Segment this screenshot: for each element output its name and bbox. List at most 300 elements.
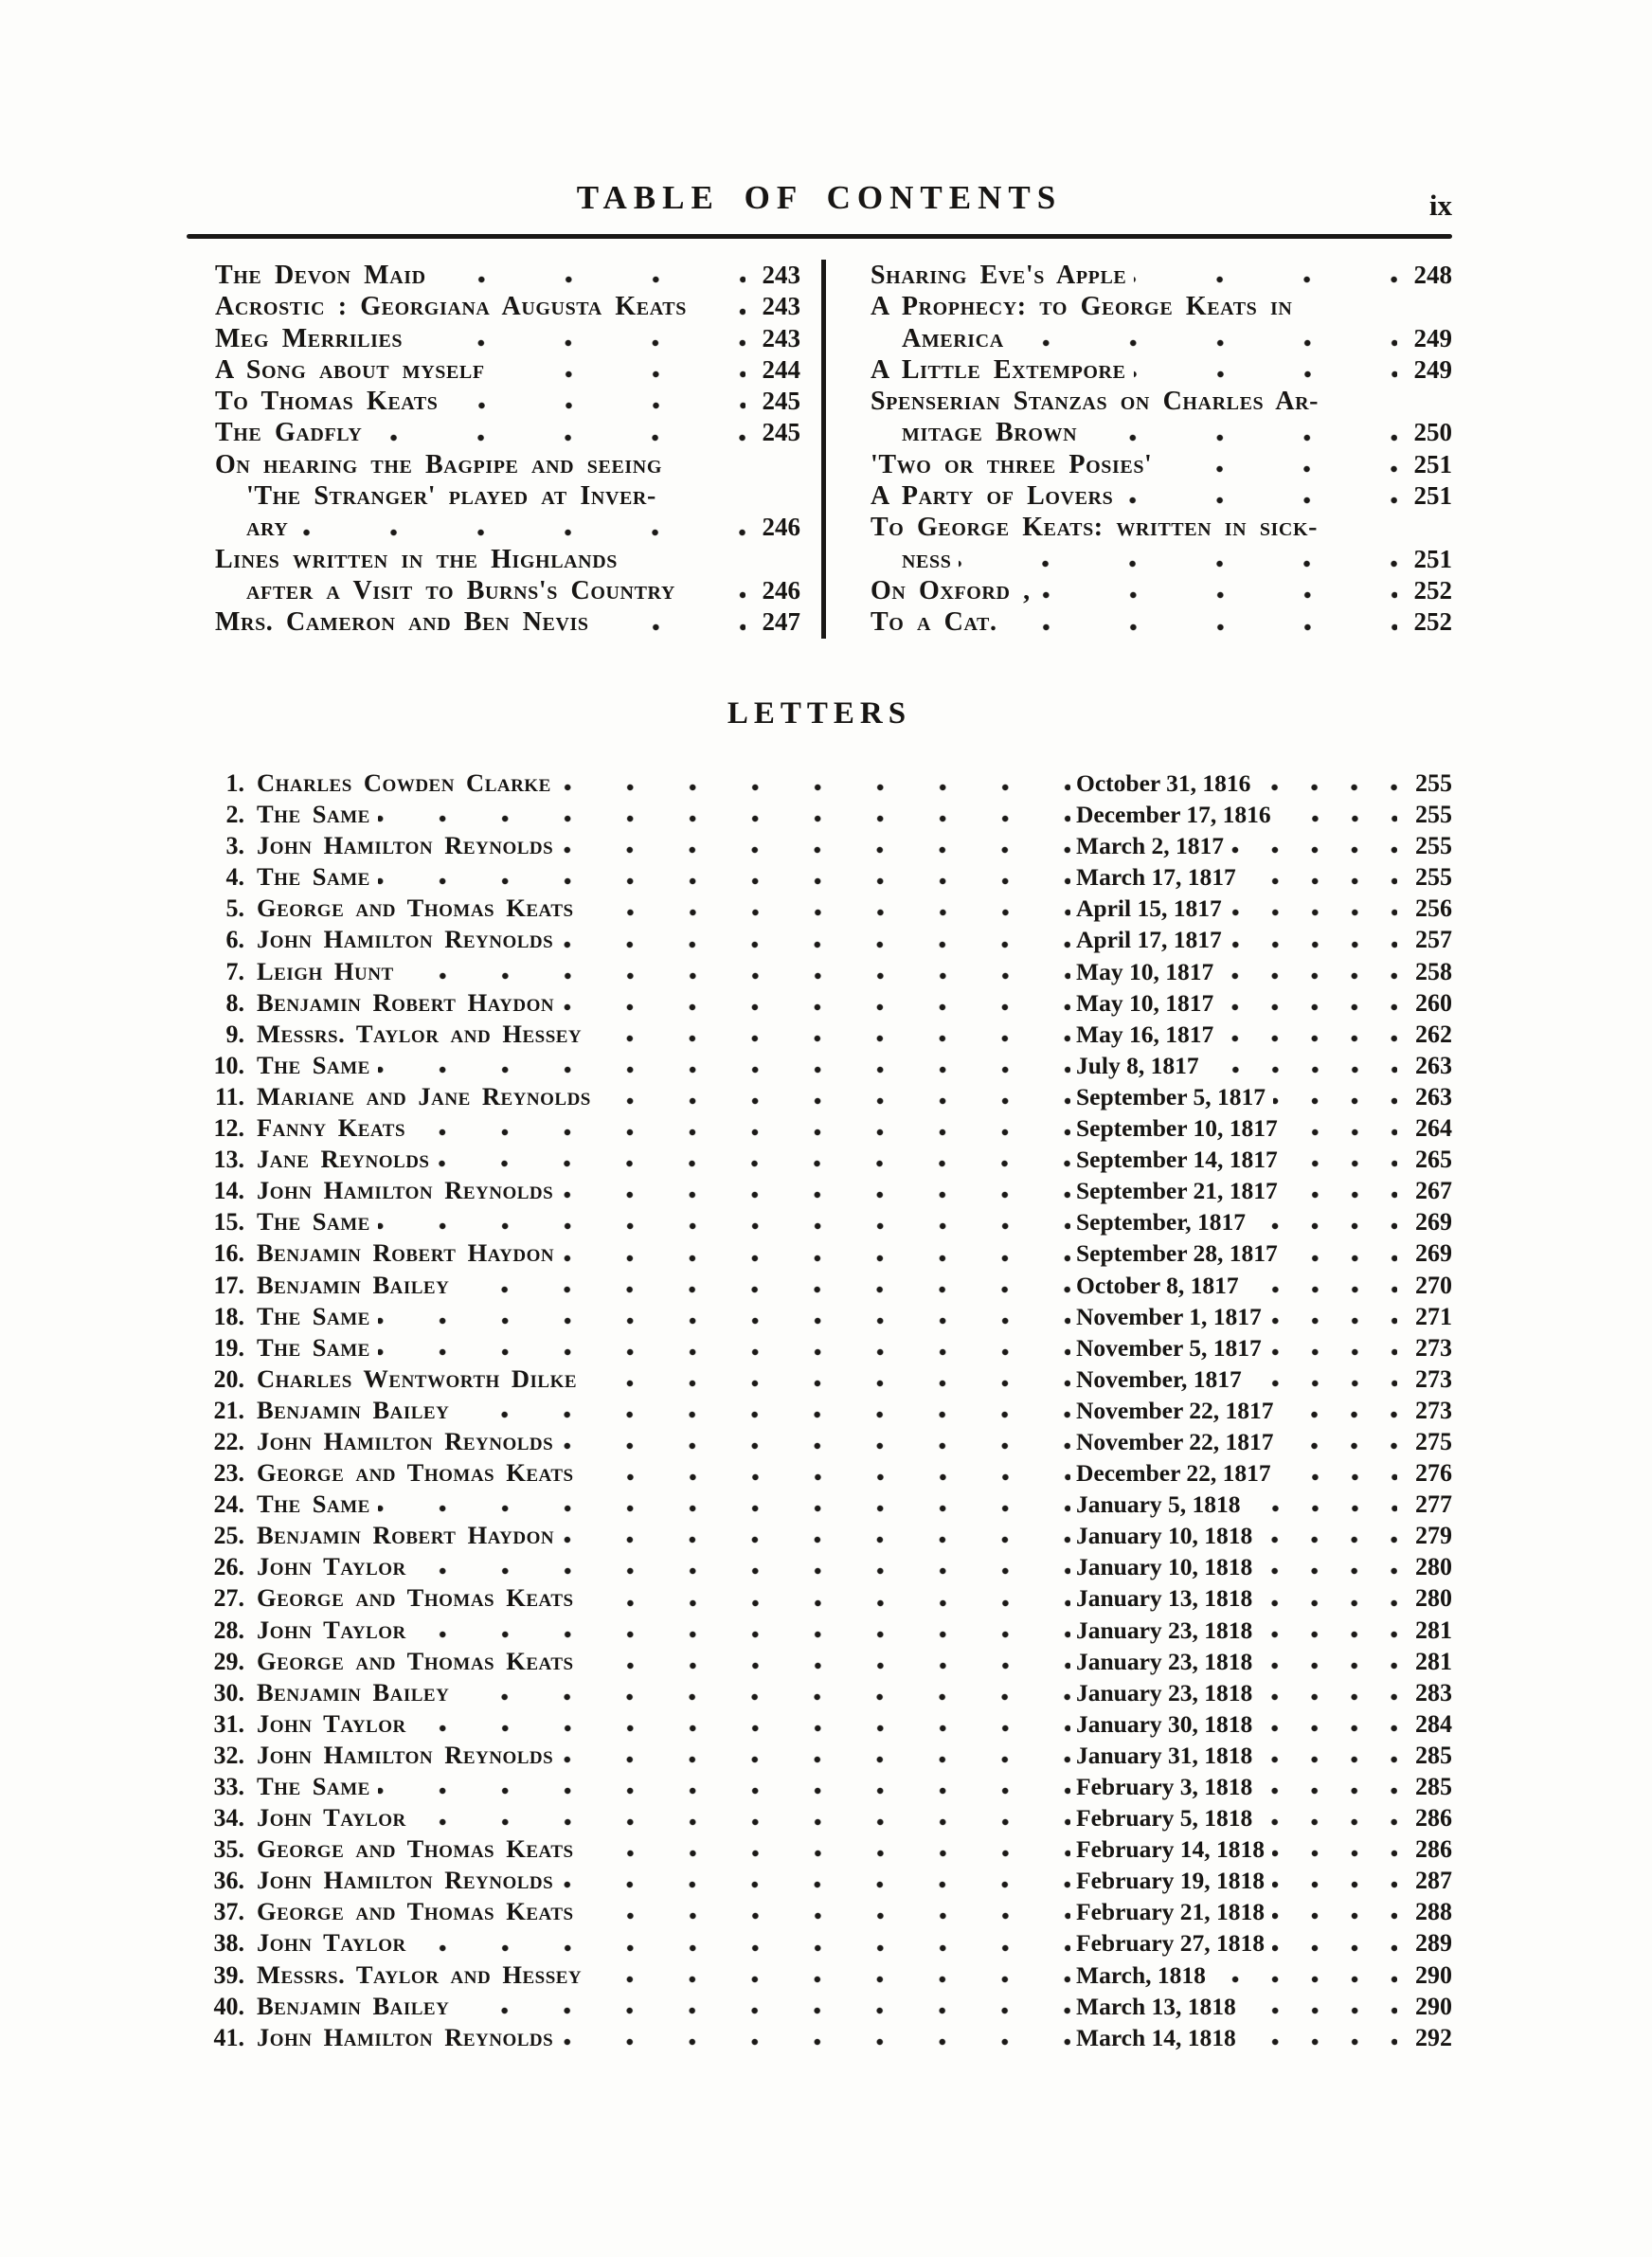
- letter-page: 286: [1415, 1804, 1452, 1833]
- letter-date-page: [1076, 987, 1452, 1019]
- letter-page: 269: [1415, 1239, 1452, 1268]
- toc-entry-page: 243: [762, 323, 800, 352]
- letter-date-page: [1076, 1206, 1452, 1237]
- letter-number: 6.: [225, 926, 244, 954]
- letter-entry: [187, 1520, 1452, 1551]
- dot-leader: [561, 940, 1070, 950]
- letter-date: September 5, 1817: [1076, 1082, 1266, 1110]
- letter-date-page: [1076, 767, 1452, 799]
- letter-number: 2.: [225, 801, 244, 829]
- letter-date-page: [1076, 1457, 1452, 1489]
- letter-date-page: [1076, 1301, 1452, 1332]
- letter-entry: [187, 1332, 1452, 1363]
- toc-entry: [871, 354, 1452, 386]
- dot-leader: [1248, 1504, 1397, 1514]
- dot-leader: [582, 1911, 1070, 1922]
- letter-date: January 30, 1818: [1076, 1709, 1253, 1738]
- dot-leader: [1260, 1566, 1397, 1577]
- dot-leader: [378, 1504, 1070, 1514]
- letter-page: 288: [1415, 1898, 1452, 1926]
- letter-date: March 17, 1817: [1076, 863, 1236, 892]
- toc-entry-title: On Oxford ,: [871, 575, 1031, 605]
- dot-leader: [1207, 1065, 1397, 1075]
- toc-entry-page: 246: [762, 575, 800, 605]
- dot-leader: [369, 433, 745, 443]
- letter-recipient: John Hamilton Reynolds: [257, 925, 554, 954]
- letter-date: October 31, 1816: [1076, 769, 1251, 797]
- letter-entry: [187, 830, 1452, 861]
- letter-number: 7.: [225, 957, 244, 985]
- letter-date-page: [1076, 1395, 1452, 1426]
- dot-leader: [1260, 1755, 1397, 1765]
- letter-date: February 5, 1818: [1076, 1804, 1253, 1833]
- letter-number: 34.: [213, 1804, 244, 1833]
- toc-entry-title: 'The Stranger' played at Inver-: [246, 481, 656, 512]
- letter-entry: [187, 1959, 1452, 1991]
- letter-recipient: The Same: [257, 1772, 370, 1800]
- dot-leader: [561, 2037, 1070, 2048]
- dot-leader: [1221, 1002, 1397, 1013]
- dot-leader: [1258, 783, 1397, 793]
- letter-date: January 23, 1818: [1076, 1647, 1253, 1675]
- letter-recipient: Messrs. Taylor and Hessey: [257, 1019, 583, 1048]
- letter-recipient: Benjamin Bailey: [257, 1677, 450, 1706]
- letter-recipient: Benjamin Bailey: [257, 1991, 450, 2020]
- dot-leader: [1269, 1347, 1397, 1358]
- letter-date: January 23, 1818: [1076, 1616, 1253, 1644]
- letter-date-page: [1076, 1144, 1452, 1175]
- letter-entry: [187, 1206, 1452, 1237]
- dot-leader: [562, 1002, 1070, 1013]
- letter-entry: [187, 1802, 1452, 1833]
- toc-entry: [215, 417, 800, 448]
- letter-entry: [187, 1771, 1452, 1802]
- dot-leader: [1244, 2006, 1397, 2016]
- letter-number: 9.: [225, 1020, 244, 1048]
- letter-entry: [187, 767, 1452, 799]
- toc-entry: [871, 260, 1452, 291]
- letter-date-page: [1076, 1426, 1452, 1457]
- dot-leader: [1244, 2037, 1397, 2048]
- dot-leader: [559, 783, 1070, 793]
- letter-number: 40.: [213, 1992, 244, 2020]
- toc-entry: [871, 386, 1452, 417]
- letter-page: 292: [1415, 2023, 1452, 2051]
- letter-page: 281: [1415, 1647, 1452, 1675]
- letter-date: January 13, 1818: [1076, 1584, 1253, 1613]
- toc-left-column: [187, 260, 800, 639]
- letter-recipient: George and Thomas Keats: [257, 1897, 574, 1926]
- dot-leader: [1260, 1661, 1397, 1671]
- toc-entry-title: Sharing Eve's Apple: [871, 261, 1127, 290]
- toc-entry-page: 243: [762, 261, 800, 289]
- dot-leader: [1281, 1410, 1397, 1420]
- letter-date: February 27, 1818: [1076, 1929, 1266, 1958]
- letter-date: November 1, 1817: [1076, 1302, 1262, 1330]
- letter-number: 22.: [213, 1427, 244, 1455]
- dot-leader: [1285, 1190, 1397, 1201]
- letter-number: 19.: [213, 1333, 244, 1362]
- dot-leader: [1121, 496, 1397, 506]
- letter-date: March, 1818: [1076, 1960, 1206, 1989]
- letter-date-page: [1076, 1237, 1452, 1269]
- dot-leader: [1260, 1786, 1397, 1797]
- letter-entry: [187, 799, 1452, 830]
- folio-page-number: ix: [1428, 189, 1452, 222]
- dot-leader: [561, 1755, 1070, 1765]
- letter-date: November 22, 1817: [1076, 1396, 1274, 1424]
- letters-heading: LETTERS: [727, 696, 912, 731]
- letter-page: 290: [1415, 1960, 1452, 1989]
- toc-entry: [871, 323, 1452, 354]
- dot-leader: [1249, 1379, 1397, 1389]
- toc-entry-title: To George Keats: written in sick-: [871, 513, 1319, 543]
- dot-leader: [1279, 1472, 1397, 1483]
- toc-entry: [215, 354, 800, 386]
- letter-date: May 10, 1817: [1076, 988, 1214, 1017]
- letter-page: 263: [1415, 1051, 1452, 1079]
- letter-entry: [187, 2022, 1452, 2053]
- toc-entry: [215, 512, 800, 543]
- dot-leader: [597, 623, 745, 633]
- letter-number: 24.: [213, 1490, 244, 1519]
- letter-number: 32.: [213, 1741, 244, 1769]
- toc-entry-title: mitage Brown: [902, 418, 1078, 448]
- letter-entry: [187, 1270, 1452, 1301]
- letter-date-page: [1076, 1833, 1452, 1865]
- letter-recipient: John Hamilton Reynolds: [257, 1426, 554, 1455]
- dot-leader: [437, 1159, 1070, 1169]
- dot-leader: [378, 876, 1070, 887]
- letter-number: 33.: [213, 1773, 244, 1800]
- letter-date-page: [1076, 1646, 1452, 1677]
- dot-leader: [1272, 1880, 1397, 1890]
- dot-leader: [1134, 370, 1397, 380]
- letter-number: 39.: [213, 1960, 244, 1989]
- dot-leader: [1279, 814, 1397, 824]
- letter-page: 280: [1415, 1553, 1452, 1581]
- dot-leader: [414, 1630, 1070, 1640]
- letter-date: May 16, 1817: [1076, 1020, 1214, 1048]
- letter-date: January 10, 1818: [1076, 1553, 1253, 1581]
- letter-page: 257: [1415, 926, 1452, 954]
- dot-leader: [1272, 1849, 1397, 1859]
- dot-leader: [1244, 876, 1397, 887]
- dot-leader: [414, 1566, 1070, 1577]
- letter-entry: [187, 1991, 1452, 2022]
- toc-entry-page: 248: [1413, 261, 1452, 289]
- letter-recipient: John Hamilton Reynolds: [257, 1740, 554, 1769]
- toc-entry: [215, 323, 800, 354]
- dot-leader: [1247, 1285, 1397, 1295]
- dot-leader: [378, 1221, 1070, 1232]
- toc-entry: [871, 512, 1452, 543]
- letter-entry: [187, 1740, 1452, 1771]
- dot-leader: [584, 1379, 1070, 1389]
- dot-leader: [664, 496, 795, 506]
- letter-date: April 15, 1817: [1076, 894, 1222, 923]
- dot-leader: [599, 1096, 1070, 1107]
- toc-entry-page: 252: [1413, 607, 1452, 637]
- dot-leader: [1272, 1943, 1397, 1954]
- dot-leader: [1230, 940, 1397, 950]
- letter-entry: [187, 1677, 1452, 1708]
- letter-number: 17.: [213, 1271, 244, 1299]
- dot-leader: [582, 1472, 1070, 1483]
- letter-date: May 10, 1817: [1076, 957, 1214, 985]
- letter-entry: [187, 1582, 1452, 1614]
- letter-date: September 28, 1817: [1076, 1239, 1278, 1268]
- letter-page: 258: [1415, 957, 1452, 985]
- letter-number: 35.: [213, 1835, 244, 1864]
- letter-entry: [187, 1081, 1452, 1112]
- toc-entry: [215, 386, 800, 417]
- letter-recipient: The Same: [257, 1332, 370, 1362]
- letter-date-page: [1076, 924, 1452, 955]
- letter-page: 280: [1415, 1584, 1452, 1613]
- page-title: TABLE OF CONTENTS: [576, 179, 1063, 216]
- toc-entry-title: after a Visit to Burns's Country: [246, 575, 675, 605]
- letter-date: December 17, 1816: [1076, 801, 1271, 829]
- letter-date: September 10, 1817: [1076, 1114, 1278, 1143]
- letter-number: 30.: [213, 1678, 244, 1706]
- letter-date-page: [1076, 861, 1452, 893]
- dot-leader: [582, 1598, 1070, 1609]
- dot-leader: [582, 908, 1070, 918]
- dot-leader: [1085, 433, 1397, 443]
- dot-leader: [457, 2006, 1070, 2016]
- dot-leader: [589, 1975, 1070, 1985]
- letter-date-page: [1076, 1927, 1452, 1959]
- toc-entry-title: Spenserian Stanzas on Charles Ar-: [871, 387, 1320, 417]
- letter-entry: [187, 893, 1452, 924]
- dot-leader: [694, 307, 745, 317]
- toc-entry-page: 244: [762, 354, 800, 384]
- letter-date: April 17, 1817: [1076, 926, 1222, 954]
- letter-number: 1.: [225, 769, 244, 797]
- letter-recipient: John Taylor: [257, 1552, 406, 1581]
- toc-section: [187, 260, 1452, 639]
- dot-leader: [378, 814, 1070, 824]
- toc-entry: [215, 544, 800, 575]
- dot-leader: [582, 1849, 1070, 1859]
- letter-entry: [187, 1708, 1452, 1740]
- letter-date: February 21, 1818: [1076, 1898, 1266, 1926]
- letter-entry: [187, 1112, 1452, 1144]
- dot-leader: [1260, 1724, 1397, 1734]
- toc-entry-title: A Song about myself: [215, 354, 485, 385]
- dot-leader: [1272, 1911, 1397, 1922]
- toc-entry-page: 251: [1413, 544, 1452, 573]
- letter-page: 263: [1415, 1082, 1452, 1110]
- letter-page: 255: [1415, 832, 1452, 860]
- letter-recipient: John Taylor: [257, 1928, 406, 1958]
- toc-entry-page: 249: [1413, 354, 1452, 384]
- letter-date-page: [1076, 1019, 1452, 1050]
- dot-leader: [378, 1347, 1070, 1358]
- toc-entry: [215, 606, 800, 638]
- letter-number: 4.: [225, 863, 244, 892]
- toc-entry: [871, 575, 1452, 606]
- letter-page: 285: [1415, 1773, 1452, 1800]
- dot-leader: [1285, 1159, 1397, 1169]
- letter-page: 267: [1415, 1177, 1452, 1205]
- letter-entry: [187, 1019, 1452, 1050]
- toc-entry-title: ary: [246, 513, 289, 543]
- letter-date-page: [1076, 1865, 1452, 1896]
- letter-entry: [187, 1395, 1452, 1426]
- dot-leader: [1325, 528, 1446, 538]
- dot-leader: [378, 1786, 1070, 1797]
- dot-leader: [434, 275, 745, 285]
- letter-date-page: [1076, 1270, 1452, 1301]
- letter-number: 5.: [225, 894, 244, 923]
- toc-entry-page: 245: [762, 387, 800, 416]
- letter-recipient: The Same: [257, 1490, 370, 1519]
- dot-leader: [670, 464, 795, 475]
- letter-page: 284: [1415, 1709, 1452, 1738]
- letter-entry: [187, 987, 1452, 1019]
- letter-date-page: [1076, 1959, 1452, 1991]
- dot-leader: [1281, 1441, 1397, 1452]
- letter-recipient: Charles Wentworth Dilke: [257, 1363, 578, 1393]
- toc-entry-title: To a Cat.: [871, 607, 997, 638]
- letter-date-page: [1076, 1332, 1452, 1363]
- letter-date: March 13, 1818: [1076, 1992, 1236, 2020]
- letter-recipient: George and Thomas Keats: [257, 1834, 574, 1864]
- letter-date: February 19, 1818: [1076, 1867, 1266, 1895]
- letter-date: November, 1817: [1076, 1364, 1242, 1393]
- toc-entry-title: The Gadfly: [215, 418, 363, 448]
- letter-recipient: Benjamin Bailey: [257, 1270, 450, 1299]
- dot-leader: [561, 1190, 1070, 1201]
- toc-entry-page: 252: [1413, 575, 1452, 605]
- toc-entry: [215, 575, 800, 606]
- toc-entry-title: To Thomas Keats: [215, 387, 439, 417]
- toc-entry-title: ness: [902, 544, 952, 574]
- toc-entry-page: 250: [1413, 418, 1452, 447]
- letter-page: 255: [1415, 863, 1452, 892]
- letter-recipient: George and Thomas Keats: [257, 1646, 574, 1675]
- toc-entry: [871, 291, 1452, 322]
- letter-entry: [187, 1237, 1452, 1269]
- letter-number: 21.: [213, 1396, 244, 1424]
- dot-leader: [296, 528, 745, 538]
- dot-leader: [1285, 1128, 1397, 1138]
- dot-leader: [1221, 971, 1397, 982]
- toc-entry-title: A Prophecy: to George Keats in: [871, 292, 1293, 322]
- letter-number: 20.: [213, 1364, 244, 1393]
- letter-recipient: Charles Cowden Clarke: [257, 768, 551, 797]
- running-head: [187, 176, 1452, 220]
- letter-date-page: [1076, 1050, 1452, 1081]
- letter-page: 281: [1415, 1616, 1452, 1644]
- dot-leader: [959, 559, 1397, 569]
- letter-recipient: The Same: [257, 1301, 370, 1330]
- letter-date-page: [1076, 1802, 1452, 1833]
- letter-recipient: Jane Reynolds: [257, 1145, 430, 1174]
- toc-entry-title: A Little Extempore: [871, 354, 1126, 385]
- dot-leader: [1260, 1630, 1397, 1640]
- letter-entry: [187, 1833, 1452, 1865]
- letter-number: 10.: [213, 1051, 244, 1079]
- dot-leader: [1260, 1692, 1397, 1703]
- letter-entry: [187, 1301, 1452, 1332]
- letter-number: 26.: [213, 1553, 244, 1581]
- letter-date-page: [1076, 1677, 1452, 1708]
- dot-leader: [410, 338, 745, 349]
- toc-entry-page: 243: [762, 292, 800, 321]
- letter-recipient: The Same: [257, 1207, 370, 1237]
- letter-page: 279: [1415, 1522, 1452, 1550]
- letter-page: 276: [1415, 1459, 1452, 1488]
- letter-entry: [187, 1896, 1452, 1927]
- dot-leader: [1213, 1975, 1397, 1985]
- letter-number: 41.: [213, 2023, 244, 2051]
- letter-page: 256: [1415, 894, 1452, 923]
- dot-leader: [457, 1285, 1070, 1295]
- toc-entry: [871, 449, 1452, 480]
- letter-recipient: Benjamin Robert Haydon: [257, 1521, 555, 1550]
- letter-recipient: John Hamilton Reynolds: [257, 1866, 554, 1895]
- dot-leader: [683, 590, 745, 601]
- toc-entry-title: America: [902, 323, 1004, 353]
- letter-recipient: John Hamilton Reynolds: [257, 831, 554, 860]
- letter-number: 16.: [213, 1239, 244, 1268]
- letter-date: July 8, 1817: [1076, 1051, 1199, 1079]
- letter-entry: [187, 1927, 1452, 1959]
- letter-page: 255: [1415, 769, 1452, 797]
- letter-entry: [187, 924, 1452, 955]
- letters-list: [187, 767, 1452, 2053]
- letter-entry: [187, 1175, 1452, 1206]
- toc-entry-title: The Devon Maid: [215, 261, 426, 290]
- letter-recipient: Benjamin Robert Haydon: [257, 987, 555, 1017]
- toc-entry: [871, 417, 1452, 448]
- letter-date: November 5, 1817: [1076, 1333, 1262, 1362]
- letter-date-page: [1076, 1708, 1452, 1740]
- letter-number: 38.: [213, 1929, 244, 1958]
- toc-entry-title: Meg Merrilies: [215, 323, 404, 353]
- letter-recipient: George and Thomas Keats: [257, 1583, 574, 1613]
- dot-leader: [589, 1034, 1070, 1044]
- dot-leader: [457, 1692, 1070, 1703]
- letter-date: March 2, 1817: [1076, 832, 1225, 860]
- toc-entry-page: 245: [762, 418, 800, 447]
- letter-date-page: [1076, 1615, 1452, 1646]
- dot-leader: [1273, 1096, 1397, 1107]
- dot-leader: [1269, 1316, 1397, 1327]
- letter-date-page: [1076, 2022, 1452, 2053]
- letter-number: 27.: [213, 1584, 244, 1613]
- letter-recipient: The Same: [257, 1050, 370, 1079]
- letter-entry: [187, 1426, 1452, 1457]
- dot-leader: [378, 1316, 1070, 1327]
- letter-date: January 10, 1818: [1076, 1522, 1253, 1550]
- letter-recipient: The Same: [257, 862, 370, 892]
- dot-leader: [1038, 590, 1397, 601]
- letter-date-page: [1076, 1520, 1452, 1551]
- toc-entry-title: On hearing the Bagpipe and seeing: [215, 449, 662, 479]
- letter-date-page: [1076, 1991, 1452, 2022]
- letter-page: 273: [1415, 1333, 1452, 1362]
- letter-entry: [187, 1050, 1452, 1081]
- letter-entry: [187, 1865, 1452, 1896]
- dot-leader: [1285, 1254, 1397, 1264]
- letter-date-page: [1076, 1081, 1452, 1112]
- letter-page: 270: [1415, 1271, 1452, 1299]
- letter-recipient: John Taylor: [257, 1708, 406, 1738]
